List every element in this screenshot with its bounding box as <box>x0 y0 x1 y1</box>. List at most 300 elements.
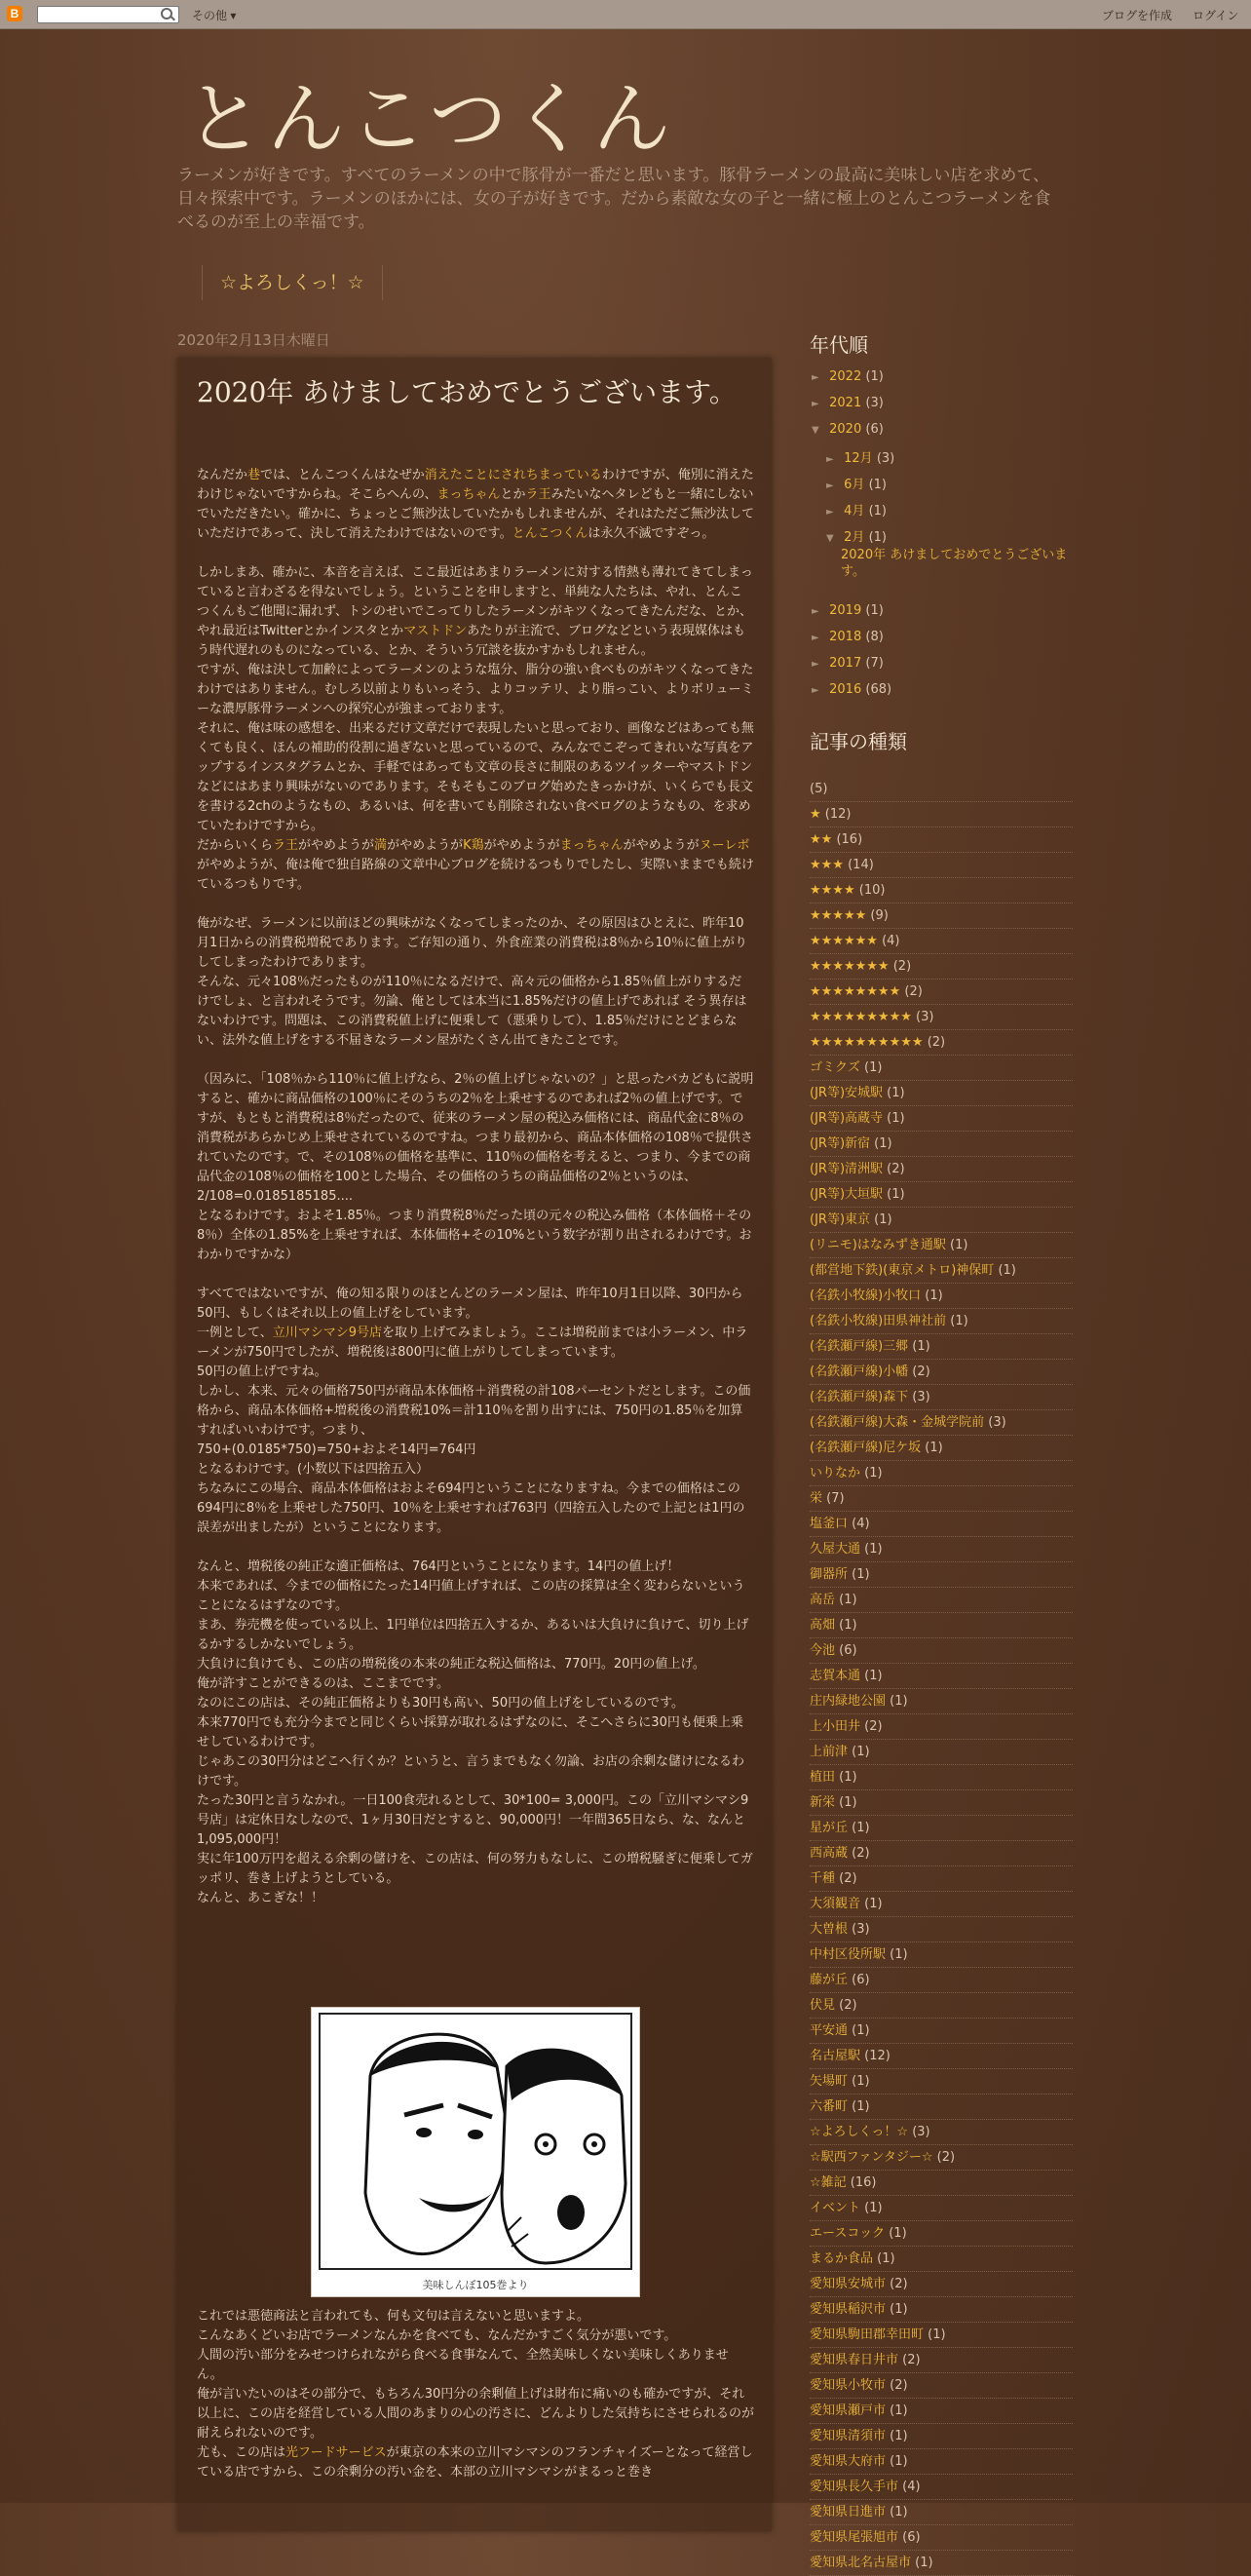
label-item <box>810 1285 1073 1309</box>
label-count: (1) <box>852 2023 870 2038</box>
text: を取り上げてみましょう。ここは増税前までは小ラーメン、中ラーメンが750円でしたが、増税後は800円に値上がりしてしまっています。 <box>197 1326 748 1360</box>
label-count: (1) <box>852 2074 870 2089</box>
label-link[interactable]: ★★★★★ <box>810 908 867 923</box>
post-paragraph: ちなみにこの場合、商品本体価格はおよそ694円ということになりますね。今までの価格はこの694円に8％を上乗せした750円、10％を上乗せすれば763円（四捨五入したので上記とは1円の誤差が出ましたが）ということになります。 <box>197 1481 745 1535</box>
label-link[interactable]: (JR等)大垣駅 <box>810 1187 884 1202</box>
archive-link[interactable]: 6月 <box>844 478 865 492</box>
expand-icon[interactable]: ► <box>826 481 834 491</box>
label-link[interactable]: 中村区役所駅 <box>810 1947 887 1962</box>
link-mastodon[interactable]: マストドン <box>403 624 468 638</box>
label-count: (1) <box>890 2454 908 2469</box>
label-item <box>810 2501 1073 2525</box>
archive-count: (7) <box>865 656 884 671</box>
label-item <box>810 1741 1073 1765</box>
label-item <box>810 1538 1073 1562</box>
label-count: (1) <box>864 1060 883 1075</box>
label-count: (1) <box>890 2505 908 2519</box>
label-link[interactable]: (名鉄小牧線)小牧口 <box>810 1288 922 1303</box>
post-paragraph <box>197 836 754 895</box>
expand-icon[interactable]: ► <box>812 633 819 643</box>
expand-icon[interactable]: ► <box>812 399 819 409</box>
label-item <box>810 1487 1073 1512</box>
label-link[interactable]: いりなか <box>810 1466 861 1480</box>
archive-post[interactable]: 2020年 あけましておめでとうございます。 <box>841 548 1068 579</box>
label-count: (2) <box>887 1162 905 1176</box>
archive-post-link <box>841 547 1071 580</box>
post-paragraph: なんと、増税後の純正な適正価格は、764円ということになります。14円の値上げ！ <box>197 1559 680 1574</box>
archive-link[interactable]: 2022 <box>829 369 862 384</box>
label-item <box>810 2172 1073 2196</box>
archive-month-4 <box>826 500 887 519</box>
label-link[interactable]: (都営地下鉄)(東京メトロ)神保町 <box>810 1263 995 1278</box>
label-count: (1) <box>864 1669 883 1683</box>
label-item <box>810 1513 1073 1537</box>
label-count: (7) <box>826 1491 845 1506</box>
label-item <box>810 778 1073 802</box>
label-count: (4) <box>852 1517 870 1531</box>
label-count: (1) <box>852 1567 870 1582</box>
label-item <box>810 1310 1073 1334</box>
label-link[interactable]: エースコック <box>810 2226 886 2241</box>
label-count: (4) <box>902 2480 921 2494</box>
label-item <box>810 1411 1073 1436</box>
label-link[interactable]: 久屋大通 <box>810 1542 861 1557</box>
post-paragraph: 俺が言いたいのはその部分で、もちろん30円分の余剰値上げは財布に痛いのも確かですが、それ以上に、この店を経営している人間のあまりの心の汚さに、どんよりした気持ちにさせられるのが耐えられないのです。 <box>197 2387 755 2441</box>
label-link[interactable]: 千種 <box>810 1871 836 1886</box>
label-link[interactable]: (名鉄瀬戸線)三郷 <box>810 1339 909 1354</box>
archive-year-2020 <box>812 422 884 437</box>
archive-link[interactable]: 2018 <box>829 630 862 644</box>
label-link[interactable]: 愛知県駒田郡幸田町 <box>810 2327 925 2342</box>
label-count: (1) <box>864 1466 883 1480</box>
post-paragraph <box>197 563 754 661</box>
label-item <box>810 2425 1073 2449</box>
label-link[interactable]: 愛知県日進市 <box>810 2505 887 2519</box>
post-paragraph: 50円の値上げですね。 <box>197 1365 327 1379</box>
label-item <box>810 2019 1073 2044</box>
text: 一例として、 <box>197 1326 273 1340</box>
text: がやめようが <box>623 838 700 853</box>
archive-link[interactable]: 2019 <box>829 603 862 618</box>
label-link[interactable]: ★★★★★★★★★★ <box>810 1035 924 1050</box>
collapse-icon[interactable]: ▼ <box>826 533 834 544</box>
post-paragraph: そんな、元々108％だったものが110％になるだけで、高々元の価格から1.85％値上がりするだけでしょ、と言われそうです。勿論、俺としては本当に1.85%だけの値上げであれば そう異存はないわけです。問題は、この消費税値上げに便乗して（悪乗りして）、1.85％だけにとどまらない、法外な値上げをする不届きなラーメン屋がたくさん出てきたことです。 <box>197 975 747 1048</box>
text: は永久不滅ですぞっ。 <box>588 526 715 541</box>
label-item <box>810 2374 1073 2399</box>
post-paragraph <box>197 2443 754 2482</box>
label-count: (1) <box>925 1288 943 1303</box>
label-link[interactable]: 愛知県尾張旭市 <box>810 2530 899 2545</box>
label-link[interactable]: (JR等)東京 <box>810 1212 871 1227</box>
label-item <box>810 1462 1073 1486</box>
label-link[interactable]: 愛知県清須市 <box>810 2429 887 2443</box>
label-link[interactable]: 愛知県北名古屋市 <box>810 2556 912 2570</box>
label-count: (1) <box>890 1947 908 1962</box>
link-man[interactable]: 満 <box>374 838 388 853</box>
label-link[interactable]: イベント <box>810 2201 861 2215</box>
label-item <box>810 1361 1073 1385</box>
label-count: (1) <box>915 2556 933 2570</box>
label-count: (3) <box>988 1415 1006 1430</box>
label-item <box>810 930 1073 954</box>
blog-description: ラーメンが好きです。すべてのラーメンの中で豚骨が一番だと思います。豚骨ラーメンの最高に美味しい店を求めて、日々探索中です。ラーメンのほかには、女の子が好きです。だから素敵な女の子と一緒に極上のとんこつラーメンを食べるのが至上の幸福です。 <box>177 166 1051 232</box>
blog-title[interactable]: とんこつくん <box>185 74 675 165</box>
expand-icon[interactable]: ► <box>812 659 819 670</box>
label-link[interactable]: 愛知県稲沢市 <box>810 2302 887 2317</box>
post-paragraph: となるわけです。(小数以下は四捨五入） <box>197 1462 430 1477</box>
label-link[interactable]: まるか食品 <box>810 2251 874 2266</box>
label-link[interactable]: 高畑 <box>810 1618 836 1633</box>
text: がやめようが <box>483 838 560 853</box>
label-count: (2) <box>912 1365 930 1379</box>
label-count: (2) <box>936 2150 956 2165</box>
label-item <box>810 1791 1073 1816</box>
label-item <box>810 1209 1073 1233</box>
expand-icon[interactable]: ► <box>826 507 834 518</box>
label-item <box>810 2146 1073 2171</box>
label-link[interactable]: 庄内緑地公園 <box>810 1694 887 1709</box>
label-item <box>810 2121 1073 2145</box>
label-count: (16) <box>836 832 863 847</box>
expand-icon[interactable]: ► <box>812 606 819 617</box>
label-item <box>810 2526 1073 2551</box>
label-count: (2) <box>839 1998 857 2013</box>
label-item <box>810 1183 1073 1208</box>
archive-count: (8) <box>865 630 884 644</box>
comic-illustration <box>312 2008 639 2273</box>
label-count: (3) <box>916 1010 934 1024</box>
post-paragraph: 本来であれば、今までの価格にたった14円値上げすれば、この店の採算は全く変わらないということになるはずなのです。 <box>197 1579 745 1613</box>
label-count: (2) <box>927 1035 946 1050</box>
label-item <box>810 1817 1073 1841</box>
archive-count: (1) <box>868 478 887 492</box>
label-link[interactable]: 高岳 <box>810 1593 836 1607</box>
archive-year-2018 <box>812 630 884 644</box>
label-count: (1) <box>839 1770 857 1785</box>
post-title[interactable]: 2020年 あけましておめでとうございます。 <box>197 376 737 408</box>
label-link[interactable]: ☆雑記 <box>810 2175 847 2190</box>
archive-link[interactable]: 2月 <box>844 530 865 545</box>
label-count: (1) <box>912 1339 930 1354</box>
label-item <box>810 1639 1073 1664</box>
archive-count: (6) <box>865 422 884 437</box>
label-link[interactable]: (JR等)高蔵寺 <box>810 1111 884 1126</box>
label-link[interactable]: (名鉄小牧線)田県神社前 <box>810 1314 947 1328</box>
collapse-icon[interactable]: ▼ <box>812 425 819 436</box>
label-count: (1) <box>950 1314 968 1328</box>
archive-month-2 <box>826 526 887 545</box>
label-item <box>810 2273 1073 2297</box>
label-link[interactable]: (名鉄瀬戸線)小幡 <box>810 1365 909 1379</box>
link-tachikawa[interactable]: 立川マシマシ9号店 <box>272 1326 383 1340</box>
label-item <box>810 2222 1073 2247</box>
label-link[interactable]: ★★★★★★★ <box>810 959 890 974</box>
archive-year-2019 <box>812 603 884 618</box>
blogger-logo-icon[interactable]: B <box>7 6 22 21</box>
post-paragraph: 俺がなぜ、ラーメンに以前ほどの興味がなくなってしまったのか、その原因はひとえに、昨年10月1日からの消費税増税であります。ご存知の通り、外食産業の消費税は8％から10％に値上がりしてしまったわけであります。 <box>197 916 748 970</box>
label-link[interactable]: 栄 <box>810 1491 823 1506</box>
label-item <box>810 1918 1073 1942</box>
label-count: (3) <box>912 2125 930 2139</box>
label-count: (2) <box>890 2378 908 2393</box>
link-tonkotsukun[interactable]: とんこつくん <box>512 526 588 541</box>
comic-caption: 美味しんぼ105巻より <box>422 2279 529 2291</box>
label-item <box>810 1614 1073 1638</box>
label-link[interactable]: 大曽根 <box>810 1922 849 1937</box>
link-kieta[interactable]: 消えたことにされちまっている <box>424 468 602 482</box>
label-count: (6) <box>839 1643 857 1658</box>
label-item <box>810 1867 1073 1892</box>
label-item <box>810 1057 1073 1081</box>
label-link[interactable]: 矢場町 <box>810 2074 849 2089</box>
label-count: (1) <box>839 1593 857 1607</box>
label-link[interactable]: 愛知県長久手市 <box>810 2480 899 2494</box>
post-paragraph: 実に年100万円を超える余剰の儲けを、この店は、何の努力もなしに、この増税騒ぎに便乗してガッポリ、巻き上げようとしている。 <box>197 1852 753 1886</box>
label-count: (4) <box>882 934 900 948</box>
label-link[interactable]: ★★★★ <box>810 883 855 898</box>
post <box>177 358 772 2531</box>
post-paragraph: 人間の汚い部分をみせつけられながら食べる食事なんて、全然美味しくない美味しくありません。 <box>197 2348 729 2382</box>
label-item <box>810 955 1073 980</box>
label-link[interactable]: (JR等)清洲駅 <box>810 1162 884 1176</box>
label-item <box>810 1006 1073 1030</box>
text: 尤も、この店は <box>197 2445 286 2460</box>
text: わけですが、俺別に消えたわけじゃないですからね。そこらへんの、 <box>197 468 754 502</box>
search-input[interactable] <box>37 6 179 23</box>
archive-title: 年代順 <box>810 333 868 357</box>
text: なんだか <box>197 468 248 482</box>
label-item <box>810 2552 1073 2576</box>
label-link[interactable]: 愛知県安城市 <box>810 2277 887 2291</box>
label-item <box>810 1893 1073 1917</box>
post-paragraph: すべてではないですが、俺の知る限りのほとんどのラーメン屋は、昨年10月1日以降、30円から50円、もしくはそれ以上の値上げをしています。 <box>197 1287 743 1321</box>
post-paragraph: じゃあこの30円分はどこへ行くか？というと、言うまでもなく勿論、お店の余剰な儲けになるわけです。 <box>197 1754 745 1788</box>
label-link[interactable]: 星が丘 <box>810 1821 849 1835</box>
label-count: (12) <box>864 2049 891 2063</box>
label-count: (1) <box>864 1542 883 1557</box>
label-count: (1) <box>839 1618 857 1633</box>
label-link[interactable]: 西高蔵 <box>810 1846 849 1861</box>
label-link[interactable]: 平安通 <box>810 2023 849 2038</box>
label-item <box>810 2450 1073 2475</box>
post-paragraph: それに、俺は味の感想を、出来るだけ文章だけで表現したいと思っており、画像などはあっても無くても良く、ほんの補助的役割に過ぎないと思っているので、みんなでこぞってきれいな写真をアップするインスタグラムとか、手軽ではあっても文章の長さに制限のあるツイッターやマストドンなどにはあまり興味がないのであります。そもそもこのブログ始めたきっかけが、いくらでも長文を書ける2chのようなもの、あるいは、何を書いても削除されない食べログのようなもの、を求めていたわけですから。 <box>197 721 754 833</box>
label-count: (1) <box>890 2403 908 2418</box>
label-count: (6) <box>852 1973 870 1987</box>
label-link[interactable]: 志賀本通 <box>810 1669 861 1683</box>
label-count: (1) <box>887 1111 905 1126</box>
label-item <box>810 1335 1073 1360</box>
label-count: (2) <box>864 1719 883 1734</box>
expand-icon[interactable]: ► <box>812 685 819 696</box>
post-paragraph <box>197 466 754 544</box>
label-link[interactable]: 愛知県小牧市 <box>810 2378 887 2393</box>
label-link[interactable]: 藤が丘 <box>810 1973 849 1987</box>
label-item <box>810 2349 1073 2373</box>
label-count: (1) <box>887 1086 905 1100</box>
label-link[interactable]: 新栄 <box>810 1795 836 1810</box>
label-count: (2) <box>890 2277 908 2291</box>
label-item <box>810 879 1073 904</box>
label-link[interactable]: 愛知県春日井市 <box>810 2353 899 2367</box>
label-count: (12) <box>824 807 852 822</box>
archive-month-12 <box>826 447 894 466</box>
label-link[interactable]: 上小田井 <box>810 1719 861 1734</box>
label-item <box>810 2298 1073 2323</box>
post-body-continued <box>197 2307 754 2482</box>
archive-link[interactable]: 2016 <box>829 682 862 697</box>
label-link[interactable]: 植田 <box>810 1770 836 1785</box>
label-count: (1) <box>874 1212 892 1227</box>
label-link[interactable]: (名鉄瀬戸線)森下 <box>810 1390 909 1404</box>
text: みたいなヘタレどもと一緒にしないでいただきたい。確かに、ちょっとご無沙汰していたかもしれませんが、それはただご無沙汰していただけであって、決して消えたわけではないのです。 <box>197 487 755 541</box>
label-count: (10) <box>858 883 886 898</box>
label-item <box>810 1969 1073 1993</box>
link-nurebo[interactable]: ヌーレボ <box>699 838 750 853</box>
archive-count: (1) <box>865 369 884 384</box>
label-item <box>810 2248 1073 2272</box>
archive-year-2016 <box>812 682 891 697</box>
post-paragraph: 俺が許すことができるのは、ここまでです。 <box>197 1676 449 1691</box>
label-link[interactable]: ★★★★★★★★★ <box>810 1010 912 1024</box>
post-paragraph: なんと、あこぎな！！ <box>197 1891 324 1905</box>
expand-icon[interactable]: ► <box>826 454 834 465</box>
label-link[interactable]: 大須観音 <box>810 1897 861 1911</box>
archive-count: (3) <box>876 451 895 466</box>
label-link[interactable]: ☆駅西ファンタジー☆ <box>810 2150 933 2165</box>
label-count: (1) <box>890 2302 908 2317</box>
link-chimata[interactable]: 巷 <box>247 468 261 482</box>
label-count: (1) <box>950 1238 968 1252</box>
label-link[interactable]: ★★ <box>810 832 833 847</box>
label-count: (1) <box>998 1263 1016 1278</box>
label-count: (2) <box>902 2353 921 2367</box>
archive-link[interactable]: 2020 <box>829 422 862 437</box>
archive-year-2017 <box>812 656 884 671</box>
post-body <box>197 466 754 1908</box>
label-count: (16) <box>850 2175 877 2190</box>
label-link[interactable]: (名鉄瀬戸線)尼ケ坂 <box>810 1441 922 1455</box>
link-rao[interactable]: ラ王 <box>525 487 551 502</box>
label-item <box>810 1386 1073 1410</box>
label-item <box>810 1082 1073 1106</box>
text: では、とんこつくんはなぜか <box>260 468 425 482</box>
label-item <box>810 1665 1073 1689</box>
label-link[interactable]: (JR等)安城駅 <box>810 1086 884 1100</box>
label-item <box>810 1031 1073 1056</box>
archive-link[interactable]: 2021 <box>829 396 862 410</box>
link-hikari-food[interactable]: 光フードサービス <box>285 2445 387 2460</box>
label-item <box>810 1234 1073 1258</box>
archive-link[interactable]: 4月 <box>844 504 865 519</box>
archive-link[interactable]: 12月 <box>844 451 873 466</box>
more-menu[interactable]: その他 ▾ <box>192 9 237 22</box>
label-item <box>810 1842 1073 1866</box>
label-item <box>810 2070 1073 2095</box>
label-link[interactable]: (名鉄瀬戸線)大森・金城学院前 <box>810 1415 985 1430</box>
label-link[interactable]: 愛知県大府市 <box>810 2454 887 2469</box>
label-count: (1) <box>890 1694 908 1709</box>
label-count: (5) <box>810 782 828 796</box>
link-macchan[interactable]: まっちゃん <box>436 487 501 502</box>
link-macchan-2[interactable]: まっちゃん <box>559 838 624 853</box>
label-link[interactable]: 愛知県瀬戸市 <box>810 2403 887 2418</box>
label-item <box>810 1589 1073 1613</box>
label-link[interactable]: 塩釜口 <box>810 1517 849 1531</box>
tab-yoroshiku[interactable]: ☆よろしくっ！☆ <box>220 272 364 293</box>
link-kdori[interactable]: K鶏 <box>463 838 484 853</box>
label-count: (1) <box>887 1187 905 1202</box>
label-link[interactable]: (JR等)新宿 <box>810 1136 871 1151</box>
label-count: (1) <box>864 1897 883 1911</box>
post-paragraph: （因みに、「108％から110％に値上げなら、2％の値上げじゃないの？」と思ったバカどもに説明すると、確かに商品価格の100％にそのうちの2％を上乗せするのであれば2％の値上げです。ですが、もともと消費税は8％だったので、従来のラーメン屋の税込み価格には、商品代金に8％の消費税があらかじめ上乗せされているのですね。つまり最初から、商品本体価格の108％で提供されていたのです。で、その108％の価格を基準に、110％の価格を考えると、つまり、今までの商品代金の108％の価格を100とした場合、その価格のうちの商品価格の2％というのは、 <box>197 1072 754 1184</box>
label-link[interactable]: 伏見 <box>810 1998 836 2013</box>
label-link[interactable]: ゴミクズ <box>810 1060 860 1075</box>
archive-count: (3) <box>865 396 884 410</box>
label-item <box>810 2095 1073 2120</box>
text: しかしまあ、確かに、本音を言えば、ここ最近はあまりラーメンに対する情熱も薄れてきてしまっていると言わざるを得ないでしょう。ということを申しますと、単純な人たちは、やれ、とんこつくんもご他聞に漏れず、トシのせいでこってりしたラーメンがキツくなってきたんだな、とか、やれ最近はTwitterとかインスタとか <box>197 565 753 638</box>
link-rao-2[interactable]: ラ王 <box>273 838 299 853</box>
label-link[interactable]: 上前津 <box>810 1745 849 1759</box>
label-count: (1) <box>852 2099 870 2114</box>
label-count: (9) <box>870 908 889 923</box>
label-link[interactable]: 今池 <box>810 1643 836 1658</box>
label-count: (3) <box>912 1390 930 1404</box>
label-link[interactable]: ★ <box>810 807 821 822</box>
label-link[interactable]: ★★★★★★ <box>810 934 878 948</box>
post-paragraph: これでは悪徳商法と言われても、何も文句は言えないと思いますよ。 <box>197 2309 590 2324</box>
post-paragraph: 大負けに負けても、この店の増税後の本来の純正な税込価格は、770円。20円の値上げ。 <box>197 1657 705 1672</box>
label-count: (2) <box>904 984 923 999</box>
label-link[interactable]: ★★★ <box>810 858 844 872</box>
login-link[interactable]: ログイン <box>1193 9 1239 22</box>
archive-year-2022 <box>812 369 884 384</box>
label-count: (14) <box>848 858 874 872</box>
archive-count: (68) <box>865 682 892 697</box>
label-count: (1) <box>839 1795 857 1810</box>
text: だからいくら <box>197 838 274 853</box>
create-blog-link[interactable]: ブログを作成 <box>1102 9 1173 22</box>
archive-month-6 <box>826 474 887 492</box>
label-count: (1) <box>877 2251 895 2266</box>
label-link[interactable]: ☆よろしくっ！☆ <box>810 2125 909 2139</box>
label-link[interactable]: 御器所 <box>810 1567 849 1582</box>
label-count: (1) <box>889 2226 907 2241</box>
label-link[interactable]: (リニモ)はなみずき通駅 <box>810 1238 946 1252</box>
label-link[interactable]: ★★★★★★★★ <box>810 984 901 999</box>
label-item <box>810 1107 1073 1132</box>
archive-link[interactable]: 2017 <box>829 656 862 671</box>
label-count: (1) <box>928 2327 946 2342</box>
label-item <box>810 1133 1073 1157</box>
label-item <box>810 2045 1073 2069</box>
search-icon[interactable] <box>161 8 172 19</box>
post-paragraph: となるわけです。およそ1.85％。つまり消費税8％だった頃の元々の税込み価格（本体価格＋その8％）全体の1.85%を上乗せすれば、本体価格+その10%という数字が割り出されるわけです。おわかりですかな） <box>197 1209 752 1262</box>
label-link[interactable]: 六番町 <box>810 2099 849 2114</box>
blogger-navbar <box>0 0 1251 29</box>
label-link[interactable]: 名古屋駅 <box>810 2049 861 2063</box>
label-count: (1) <box>852 1821 870 1835</box>
label-count: (1) <box>864 2201 883 2215</box>
comic-image[interactable] <box>311 2007 640 2297</box>
post-paragraph <box>197 1324 754 1363</box>
label-item <box>810 2476 1073 2500</box>
expand-icon[interactable]: ► <box>812 372 819 383</box>
label-count: (6) <box>902 2530 921 2545</box>
post-formula: 2/108=0.0185185185.... <box>197 1189 353 1204</box>
archive-count: (1) <box>868 530 887 545</box>
labels-title: 記事の種類 <box>810 730 907 753</box>
post-formula: 750+(0.0185*750)=750+およそ14円=764円 <box>197 1442 476 1457</box>
